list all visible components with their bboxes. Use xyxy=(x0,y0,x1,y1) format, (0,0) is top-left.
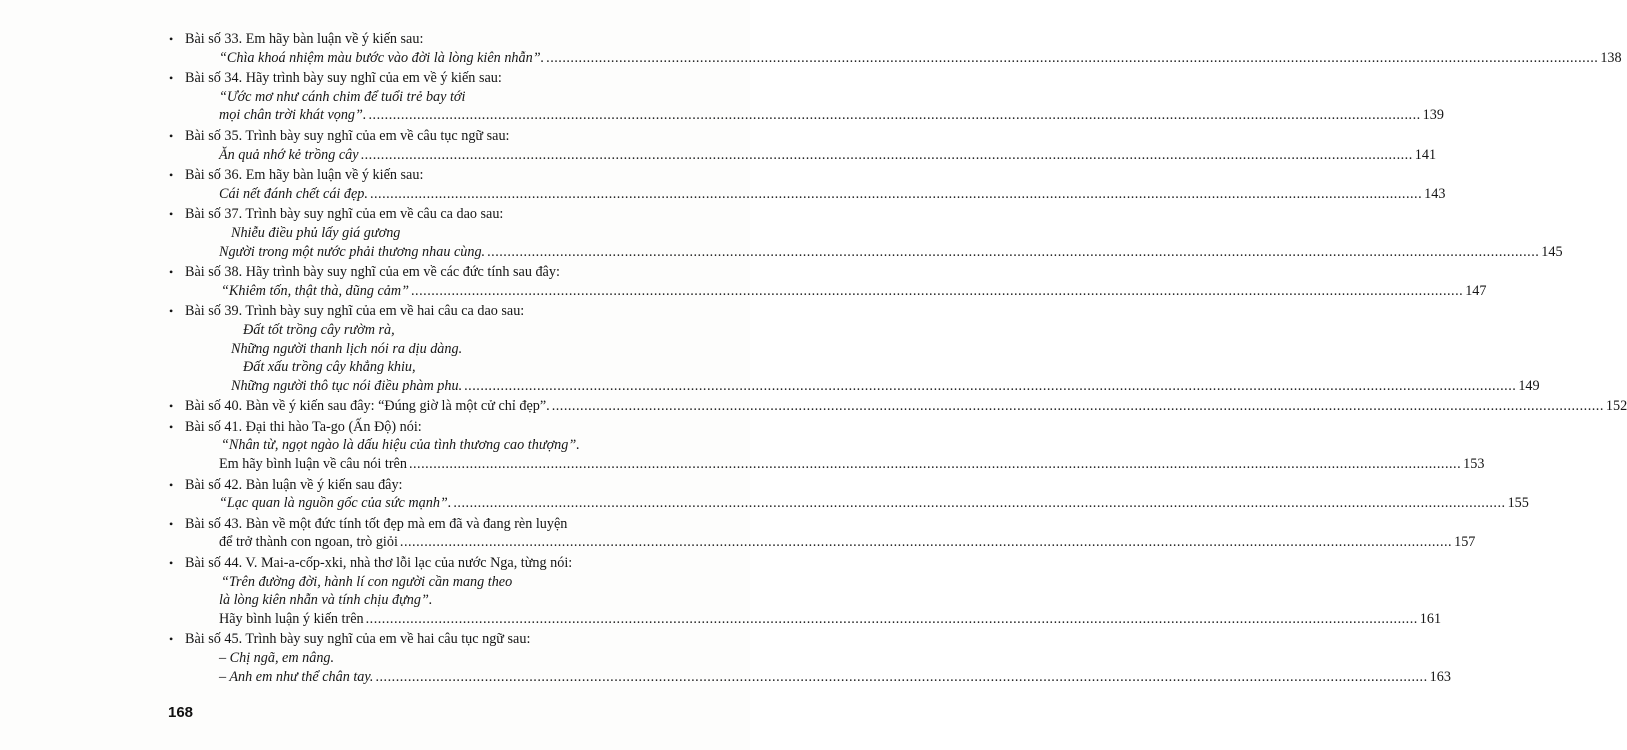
toc-line xyxy=(165,610,1442,629)
toc-entry-text: Đất xấu trồng cây khẳng khiu, xyxy=(243,359,416,376)
toc-line xyxy=(165,224,625,243)
dot-leader: .................................................................................................................................................................................................................................................................... xyxy=(360,146,1413,163)
toc-entry-title: Bài số 38. Hãy trình bày suy nghĩ của em về các đức tính sau đây: xyxy=(185,264,560,281)
bullet-icon: • xyxy=(169,516,174,531)
bullet-icon: • xyxy=(169,632,174,647)
toc-page-number: 143 xyxy=(1424,185,1446,202)
dot-leader: .................................................................................................................................................................................................................................................................... xyxy=(546,49,1599,66)
table-of-contents xyxy=(165,30,1627,688)
toc-line xyxy=(165,668,1451,687)
toc-line xyxy=(165,358,625,377)
toc-entry-title: Bài số 35. Trình bày suy nghĩ của em về câu tục ngữ sau: xyxy=(185,127,510,144)
toc-line xyxy=(165,591,625,610)
toc-page-number: 157 xyxy=(1454,534,1476,551)
toc-line xyxy=(165,340,625,359)
toc-page-number: 149 xyxy=(1518,377,1540,394)
toc-line xyxy=(165,302,625,321)
toc-line xyxy=(165,127,625,146)
toc-entry-title: Bài số 36. Em hãy bàn luận về ý kiến sau: xyxy=(185,167,424,184)
toc-entry-title: Bài số 39. Trình bày suy nghĩ của em về hai câu ca dao sau: xyxy=(185,303,525,320)
dot-leader: .................................................................................................................................................................................................................................................................... xyxy=(408,456,1462,473)
toc-entry xyxy=(165,515,1476,554)
toc-page-number: 138 xyxy=(1600,49,1622,66)
toc-entry-title: Bài số 33. Em hãy bàn luận về ý kiến sau: xyxy=(185,31,424,47)
toc-page-number: 155 xyxy=(1507,495,1529,512)
toc-line xyxy=(165,515,625,534)
toc-page-number: 163 xyxy=(1429,668,1451,685)
toc-line xyxy=(165,282,1487,301)
toc-entry xyxy=(165,630,1451,688)
bullet-icon: • xyxy=(169,477,174,492)
toc-entry xyxy=(165,554,1442,630)
dot-leader: .................................................................................................................................................................................................................................................................... xyxy=(411,282,1464,299)
dot-leader: .................................................................................................................................................................................................................................................................... xyxy=(453,495,1506,512)
dot-leader: .................................................................................................................................................................................................................................................................... xyxy=(399,534,1453,551)
toc-entry-text: để trở thành con ngoan, trò giỏi xyxy=(219,534,398,551)
toc-line xyxy=(165,30,625,49)
toc-entry xyxy=(165,476,1529,515)
toc-entry xyxy=(165,302,1540,397)
toc-entry-title: Bài số 37. Trình bày suy nghĩ của em về câu ca dao sau: xyxy=(185,206,504,223)
toc-entry xyxy=(165,205,1563,263)
toc-entry-text: “Chìa khoá nhiệm màu bước vào đời là lòng kiên nhẫn”. xyxy=(219,49,545,66)
toc-line xyxy=(165,88,625,107)
toc-page-number: 161 xyxy=(1419,610,1442,627)
dot-leader: .................................................................................................................................................................................................................................................................... xyxy=(464,377,1517,394)
bullet-icon: • xyxy=(169,556,174,571)
bullet-icon: • xyxy=(169,419,174,434)
toc-entry-text: Đất tốt trồng cây rườm rà, xyxy=(243,321,395,338)
toc-line xyxy=(165,205,625,224)
toc-entry-text: “Khiêm tốn, thật thà, dũng cảm” xyxy=(221,282,409,299)
toc-entry-text: – Chị ngã, em nâng. xyxy=(219,650,335,666)
toc-line xyxy=(165,436,625,455)
toc-line xyxy=(165,418,625,437)
toc-page-number: 152 xyxy=(1605,398,1627,415)
toc-entry-text: Nhiễu điều phủ lấy giá gương xyxy=(231,224,401,241)
toc-entry-text: là lòng kiên nhẫn và tính chịu đựng”. xyxy=(219,592,433,609)
dot-leader: .................................................................................................................................................................................................................................................................... xyxy=(551,398,1604,415)
toc-line xyxy=(165,573,625,592)
toc-entry xyxy=(165,263,1487,302)
bullet-icon: • xyxy=(169,168,174,183)
toc-entry xyxy=(165,30,1622,69)
toc-line xyxy=(165,397,1627,416)
bullet-icon: • xyxy=(169,128,174,143)
toc-line xyxy=(165,321,625,340)
toc-entry-text: “Ước mơ như cánh chim để tuổi trẻ bay tới xyxy=(219,88,466,105)
toc-line xyxy=(165,377,1540,396)
toc-line xyxy=(165,554,625,573)
toc-line xyxy=(165,533,1476,552)
toc-page-number: 141 xyxy=(1414,146,1437,163)
toc-page-number: 139 xyxy=(1422,107,1444,124)
toc-line xyxy=(165,146,1437,165)
toc-line xyxy=(165,166,625,185)
toc-entry-text: Những người thanh lịch nói ra dịu dàng. xyxy=(231,340,463,357)
toc-line xyxy=(165,106,1444,125)
toc-entry-text: “Lạc quan là nguồn gốc của sức mạnh”. xyxy=(219,495,452,512)
toc-entry-text: Những người thô tục nói điều phàm phu. xyxy=(231,377,463,394)
toc-page-number: 153 xyxy=(1463,456,1485,473)
toc-entry-text: Em hãy bình luận về câu nói trên xyxy=(219,456,407,473)
toc-entry-text: mọi chân trời khát vọng”. xyxy=(219,107,367,124)
toc-line xyxy=(165,263,625,282)
toc-entry xyxy=(165,69,1444,127)
bullet-icon: • xyxy=(169,207,174,222)
toc-entry-text: Hãy bình luận ý kiến trên xyxy=(219,610,364,627)
toc-entry xyxy=(165,127,1437,166)
dot-leader: .................................................................................................................................................................................................................................................................... xyxy=(365,610,1418,627)
toc-entry-title: Bài số 34. Hãy trình bày suy nghĩ của em về ý kiến sau: xyxy=(185,70,502,87)
bullet-icon: • xyxy=(169,32,174,46)
toc-entry xyxy=(165,418,1485,476)
toc-line xyxy=(165,649,625,668)
page-number: 168 xyxy=(168,704,194,721)
toc-line xyxy=(165,69,625,88)
toc-entry-text: Ăn quả nhớ kẻ trồng cây xyxy=(219,146,359,163)
dot-leader: .................................................................................................................................................................................................................................................................... xyxy=(487,243,1540,260)
bullet-icon: • xyxy=(169,265,174,280)
toc-entry-text: “Trên đường đời, hành lí con người cần mang theo xyxy=(221,573,513,590)
bullet-icon: • xyxy=(169,71,174,86)
toc-entry xyxy=(165,397,1627,418)
toc-line xyxy=(165,455,1485,474)
toc-entry-text: Cái nết đánh chết cái đẹp. xyxy=(219,185,368,202)
toc-entry xyxy=(165,166,1446,205)
toc-entry-title: Bài số 44. V. Mai-a-cốp-xki, nhà thơ lỗi lạc của nước Nga, từng nói: xyxy=(185,555,573,572)
toc-entry-title: Bài số 45. Trình bày suy nghĩ của em về hai câu tục ngữ sau: xyxy=(185,631,531,648)
dot-leader: .................................................................................................................................................................................................................................................................... xyxy=(368,107,1421,124)
toc-line xyxy=(165,185,1446,204)
bullet-icon: • xyxy=(169,399,174,414)
toc-entry-title: Bài số 40. Bàn về ý kiến sau đây: “Đúng giờ là một cử chỉ đẹp”. xyxy=(185,398,550,415)
toc-entry-text: “Nhân từ, ngọt ngào là dấu hiệu của tình thương cao thượng”. xyxy=(221,437,580,454)
toc-line xyxy=(165,630,625,649)
bullet-icon: • xyxy=(169,304,174,319)
toc-entry-text: Người trong một nước phải thương nhau cùng. xyxy=(219,243,486,260)
toc-entry-text: – Anh em như thể chân tay. xyxy=(219,668,374,685)
dot-leader: .................................................................................................................................................................................................................................................................... xyxy=(369,185,1423,202)
dot-leader: .................................................................................................................................................................................................................................................................... xyxy=(375,668,1428,685)
toc-line xyxy=(165,49,1622,68)
toc-page-number: 147 xyxy=(1465,282,1487,299)
toc-entry-title: Bài số 43. Bàn về một đức tính tốt đẹp mà em đã và đang rèn luyện xyxy=(185,515,568,532)
toc-line xyxy=(165,476,625,495)
toc-page-number: 145 xyxy=(1541,243,1563,260)
toc-line xyxy=(165,494,1529,513)
toc-line xyxy=(165,243,1563,262)
toc-entry-title: Bài số 41. Đại thi hào Ta-go (Ấn Độ) nói: xyxy=(185,418,422,435)
toc-entry-title: Bài số 42. Bàn luận về ý kiến sau đây: xyxy=(185,476,403,493)
